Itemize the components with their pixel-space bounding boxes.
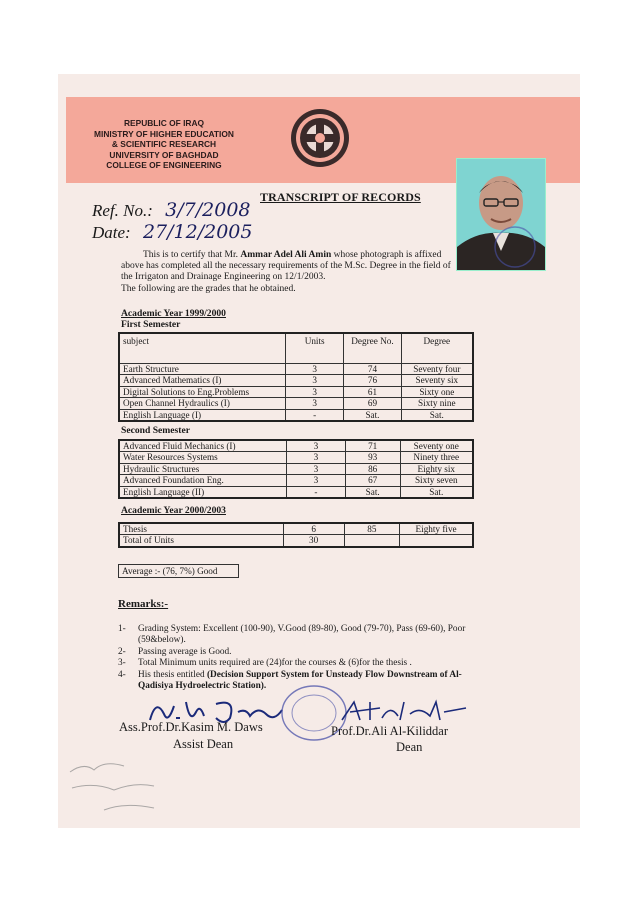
student-name: Ammar Adel Ali Amin <box>240 250 332 260</box>
table-row <box>119 386 473 397</box>
margin-scribble-icon <box>64 752 174 818</box>
item-number: 1- <box>118 624 126 634</box>
thesis-title: (Decision Support System for Unsteady Flow Downstream of Al-Qadisiya Hydroelectric Station). <box>138 669 462 692</box>
cell-units: 30 <box>283 535 344 547</box>
cell-degree: Eighty six <box>400 463 473 474</box>
cell-degree: Seventy six <box>401 375 473 386</box>
cell-degree-no: 76 <box>344 375 401 386</box>
cell-degree: Seventy four <box>401 364 473 375</box>
certification-paragraph <box>121 250 451 284</box>
cell-degree-no: Sat. <box>344 409 401 421</box>
cell-subject: Earth Structure <box>119 364 286 375</box>
cell-units: - <box>286 409 344 421</box>
dean-name: Prof.Dr.Ali Al-Kiliddar <box>331 724 449 738</box>
certification-text <box>121 250 451 295</box>
second-semester-table <box>118 439 474 499</box>
dean-title: Dean <box>396 740 423 754</box>
cell-units: 6 <box>283 523 344 535</box>
first-semester-label: First Semester <box>121 319 181 330</box>
header-degree-no: Degree No. <box>344 333 401 364</box>
cell-subject: Digital Solutions to Eng.Problems <box>119 386 286 397</box>
cell-degree: Sat. <box>400 486 473 498</box>
document-date <box>92 221 252 243</box>
cell-subject: Open Channel Hydraulics (I) <box>119 398 286 409</box>
average-box: Average :- (76, 7%) Good <box>118 564 239 578</box>
table-row <box>119 364 473 375</box>
cell-degree-no: 67 <box>345 475 400 486</box>
header-units: Units <box>286 333 344 364</box>
cell-degree-no: 74 <box>344 364 401 375</box>
cell-subject: Hydraulic Structures <box>119 463 286 474</box>
cell-units: 3 <box>286 364 344 375</box>
table-row <box>119 375 473 386</box>
thesis-intro: His thesis entitled <box>138 669 207 680</box>
institution-line: REPUBLIC OF IRAQ <box>123 118 205 128</box>
ref-value: 3/7/2008 <box>165 199 251 221</box>
cell-degree: Eighty five <box>400 523 473 535</box>
university-seal-icon <box>289 107 351 169</box>
student-photo <box>456 158 546 271</box>
list-item <box>118 647 478 658</box>
table-row <box>119 535 473 547</box>
academic-year-1-label: Academic Year 1999/2000 <box>121 308 226 319</box>
cell-units: 3 <box>286 452 345 463</box>
date-label: Date: <box>92 223 131 242</box>
cell-degree-no: 69 <box>344 398 401 409</box>
document-title: TRANSCRIPT OF RECORDS <box>260 190 421 204</box>
cell-units: 3 <box>286 398 344 409</box>
table-row <box>119 463 473 474</box>
cell-degree-no: Sat. <box>345 486 400 498</box>
cell-subject: Advanced Fluid Mechanics (I) <box>119 440 286 452</box>
table-row <box>119 452 473 463</box>
cell-degree: Sixty one <box>401 386 473 397</box>
academic-year-2-label: Academic Year 2000/2003 <box>121 505 226 516</box>
cell-subject: Water Resources Systems <box>119 452 286 463</box>
cell-degree-no: 85 <box>344 523 400 535</box>
cell-units: 3 <box>286 475 345 486</box>
item-text: Total Minimum units required are (24)for the courses & (6)for the thesis . <box>138 658 412 669</box>
item-text: Passing average is Good. <box>138 646 232 657</box>
cell-units: 3 <box>286 386 344 397</box>
grades-intro: The following are the grades that he obtained. <box>121 283 296 294</box>
list-item <box>118 624 478 647</box>
cell-degree-no: 71 <box>345 440 400 452</box>
table-header-row <box>119 333 473 364</box>
date-value: 27/12/2005 <box>142 221 253 243</box>
cell-degree-no: 86 <box>345 463 400 474</box>
table-row <box>119 409 473 421</box>
table-row <box>119 523 473 535</box>
cell-degree: Sat. <box>401 409 473 421</box>
table-row <box>119 486 473 498</box>
institution-block <box>76 118 252 171</box>
assistant-dean-name: Ass.Prof.Dr.Kasim M. Daws <box>119 720 263 734</box>
cell-degree <box>400 535 473 547</box>
second-semester-label: Second Semester <box>121 425 191 436</box>
first-semester-table <box>118 332 474 422</box>
table-row <box>119 475 473 486</box>
cell-units: 3 <box>286 375 344 386</box>
cell-units: 3 <box>286 463 345 474</box>
item-number: 4- <box>118 669 126 680</box>
reference-number <box>92 199 251 221</box>
cell-subject: English Language (II) <box>119 486 286 498</box>
cell-degree: Seventy one <box>400 440 473 452</box>
cell-degree-no <box>344 535 400 547</box>
intro-suffix: whose photograph is affixed above has completed all the necessary requirements of the M.Sc. Degree in the field of the Irrigaton and Drainage Engineering on 12/1/2003. <box>121 250 451 283</box>
cell-subject: Thesis <box>119 523 283 535</box>
portrait-image <box>457 159 545 270</box>
cell-units: 3 <box>286 440 345 452</box>
table-row <box>119 398 473 409</box>
cell-degree-no: 93 <box>345 452 400 463</box>
cell-degree-no: 61 <box>344 386 401 397</box>
cell-subject: English Language (I) <box>119 409 286 421</box>
cell-degree: Sixty seven <box>400 475 473 486</box>
cell-units: - <box>286 486 345 498</box>
remarks-heading: Remarks:- <box>118 598 169 610</box>
cell-subject: Advanced Mathematics (I) <box>119 375 286 386</box>
thesis-table <box>118 522 474 548</box>
ref-label: Ref. No.: <box>92 201 153 220</box>
header-degree: Degree <box>401 333 473 364</box>
item-number: 3- <box>118 658 126 669</box>
header-subject: subject <box>119 333 286 364</box>
dean-signature-icon <box>340 698 470 724</box>
table-row <box>119 440 473 452</box>
assistant-dean-title: Assist Dean <box>173 737 234 751</box>
item-number: 2- <box>118 646 126 657</box>
item-text: Grading System: Excellent (100-90), V.Good (89-80), Good (79-70), Pass (69-60), Poor (59&below). <box>138 624 466 646</box>
cell-subject: Advanced Foundation Eng. <box>119 475 286 486</box>
institution-line: & SCIENTIFIC RESEARCH <box>111 139 217 149</box>
cell-subject: Total of Units <box>119 535 283 547</box>
institution-line: COLLEGE OF ENGINEERING <box>106 160 222 170</box>
institution-line: UNIVERSITY OF BAGHDAD <box>109 149 219 160</box>
cell-degree: Ninety three <box>400 452 473 463</box>
institution-line: MINISTRY OF HIGHER EDUCATION <box>94 128 234 139</box>
list-item <box>118 658 478 669</box>
cell-degree: Sixty nine <box>401 398 473 409</box>
intro-prefix: This is to certify that Mr. <box>143 250 241 260</box>
